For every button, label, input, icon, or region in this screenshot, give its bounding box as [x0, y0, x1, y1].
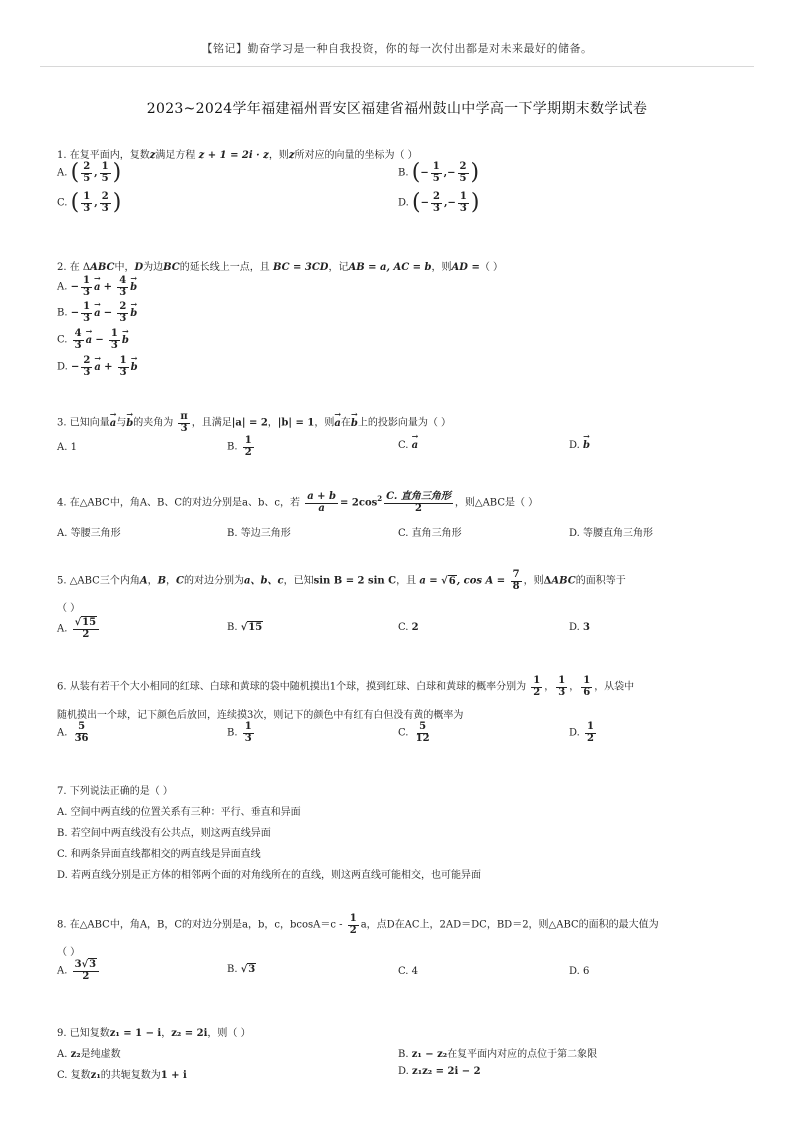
- question-3-option-b[interactable]: B. $\frac{1}{2}$: [227, 435, 252, 458]
- question-9-option-d[interactable]: D. z₁z₂ = 2i − 2: [398, 1066, 481, 1077]
- question-1-option-d[interactable]: D. (− $\frac{2}{3}$ ,− $\frac{1}{3}$ ): [398, 190, 480, 215]
- question-5-paren: （ ）: [57, 603, 81, 614]
- question-6-option-d[interactable]: D. $\frac{1}{2}$: [569, 721, 594, 744]
- question-1-stem: 1. 在复平面内，复数z满足方程 z + 1 = 2i · z，则z所对应的向量的坐标为（ ）: [57, 150, 418, 161]
- question-3-stem: 3. 已知向量→ a与→ b的夹角为 $\frac{\pi}{3}$ ，且满足|a| = 2，|b| = 1，则→ a在→ b上的投影向量为（ ）: [57, 412, 747, 434]
- question-1-option-b[interactable]: B. (− $\frac{1}{5}$ ,− $\frac{2}{5}$ ): [398, 160, 480, 185]
- question-8-option-d[interactable]: D. 6: [569, 966, 590, 977]
- question-7-stem: 7. 下列说法正确的是（ ）: [57, 786, 173, 797]
- question-9-option-b[interactable]: B. z₁ − z₂在复平面内对应的点位于第二象限: [398, 1049, 598, 1060]
- question-5-option-c[interactable]: C. 2: [398, 622, 419, 633]
- question-3-option-c[interactable]: C. → a: [398, 440, 418, 451]
- question-8-option-a[interactable]: A. $\frac{3√3}{2}$: [57, 960, 101, 982]
- motto-banner: 【铭记】勤奋学习是一种自我投资，你的每一次付出都是对未来最好的储备。: [201, 42, 593, 55]
- question-7-option-d[interactable]: D. 若两直线分别是正方体的相邻两个面的对角线所在的直线，则这两直线可能相交，也可能异面: [57, 870, 482, 881]
- header-divider: [40, 66, 754, 67]
- question-8-option-b[interactable]: B. √3: [227, 964, 256, 975]
- question-2-option-a[interactable]: A. − $\frac{1}{3}$ → a + $\frac{4}{3}$ → b: [57, 276, 137, 298]
- question-1-option-c[interactable]: C. ( $\frac{1}{3}$ , $\frac{2}{3}$ ): [57, 190, 122, 215]
- question-8-stem: 8. 在△ABC中，角A，B，C的对边分别是a，b，c，bcosA＝c - $\frac{1}{2}$ a，点D在AC上，2AD＝DC，BD＝2，则△ABC的面积的最大值为: [57, 913, 659, 936]
- question-5-option-d[interactable]: D. 3: [569, 622, 590, 633]
- question-8-option-c[interactable]: C. 4: [398, 966, 419, 977]
- question-2-option-d[interactable]: D. − $\frac{2}{3}$ → a + $\frac{1}{3}$ → b: [57, 356, 138, 378]
- question-6-stem: 6. 从装有若干个大小相同的红球、白球和黄球的袋中随机摸出1个球，摸到红球、白球和黄球的概率分别为 $\frac{1}{2}$ ， $\frac{1}{3}$ ， $\frac{1}{6}$ ，从袋中: [57, 675, 635, 698]
- question-7-option-b[interactable]: B. 若空间中两直线没有公共点，则这两直线异面: [57, 828, 271, 839]
- question-3-option-d[interactable]: D. → b: [569, 440, 590, 451]
- question-3-option-a[interactable]: A. 1: [57, 442, 77, 453]
- question-4-option-c[interactable]: C. 直角三角形: [398, 528, 462, 539]
- question-2-stem: 2. 在 ΔABC中，D为边BC的延长线上一点，且 BC = 3CD，记AB = a, AC = b，则AD =（ ）: [57, 262, 504, 273]
- question-6-stem-line2: 随机摸出一个球，记下颜色后放回，连续摸3次，则记下的颜色中有红有白但没有黄的概率为: [57, 710, 464, 721]
- question-1-option-a[interactable]: A. ( $\frac{2}{5}$ , $\frac{1}{5}$ ): [57, 160, 122, 185]
- question-4-stem: 4. 在△ABC中，角A、B、C的对边分别是a、b、c，若 $\frac{a + b}{a}$ = $2\cos^2$ $\frac{\text{C. 直角三角形}}{2}$ ，则△ABC是（ ）: [57, 491, 539, 514]
- question-9-option-c[interactable]: C. 复数z₁的共轭复数为1 + i: [57, 1070, 187, 1081]
- exam-title: 2023~2024学年福建福州晋安区福建省福州鼓山中学高一下学期期末数学试卷: [146, 101, 648, 117]
- question-4-option-d[interactable]: D. 等腰直角三角形: [569, 528, 654, 539]
- question-5-option-a[interactable]: A. $\frac{√15}{2}$: [57, 618, 101, 640]
- question-9-stem: 9. 已知复数z₁ = 1 − i，z₂ = 2i，则（ ）: [57, 1028, 251, 1039]
- question-2-option-c[interactable]: C. $\frac{4}{3}$ → a − $\frac{1}{3}$ → b: [57, 329, 129, 351]
- question-4-option-a[interactable]: A. 等腰三角形: [57, 528, 121, 539]
- question-8-paren: （ ）: [57, 947, 81, 958]
- question-9-option-a[interactable]: A. z₂是纯虚数: [57, 1049, 121, 1060]
- question-5-stem: 5. △ABC三个内角A，B，C的对边分别为a、b、c，已知sin B = 2 sin C，且 a = √6, cos A = $\frac{7}{8}$ ，则ΔABC的面积等于: [57, 569, 626, 592]
- question-6-option-b[interactable]: B. $\frac{1}{3}$: [227, 721, 252, 744]
- question-6-option-a[interactable]: A. $\frac{5}{36}$: [57, 721, 89, 744]
- question-7-option-a[interactable]: A. 空间中两直线的位置关系有三种：平行、垂直和异面: [57, 807, 301, 818]
- question-2-option-b[interactable]: B. − $\frac{1}{3}$ → a − $\frac{2}{3}$ → b: [57, 302, 137, 324]
- question-5-option-b[interactable]: B. √15: [227, 622, 263, 633]
- question-7-option-c[interactable]: C. 和两条异面直线都相交的两直线是异面直线: [57, 849, 261, 860]
- question-4-option-b[interactable]: B. 等边三角形: [227, 528, 291, 539]
- question-6-option-c[interactable]: C. $\frac{5}{12}$: [398, 721, 430, 744]
